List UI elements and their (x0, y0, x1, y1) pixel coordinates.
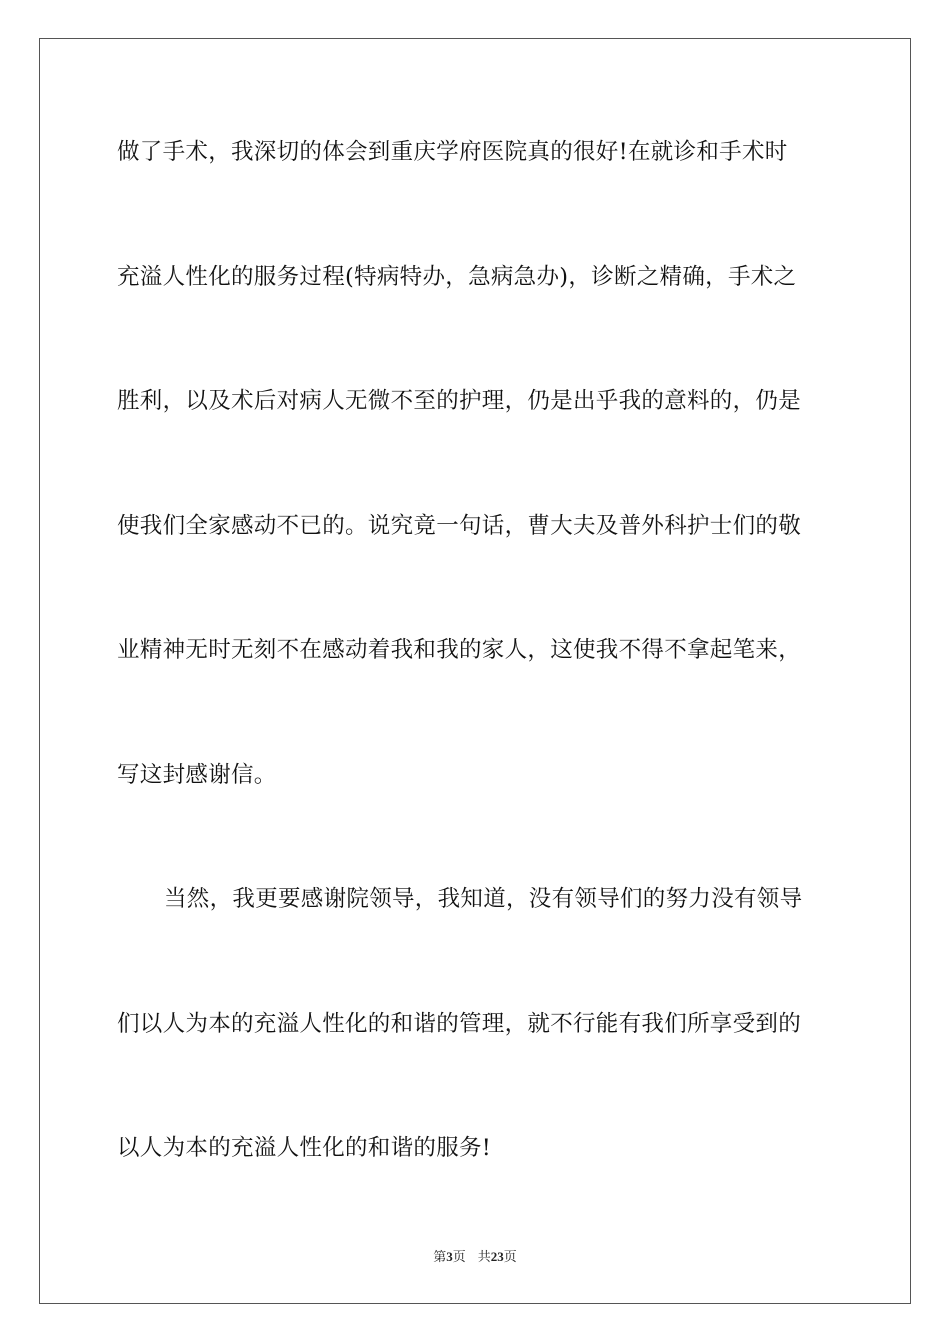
page-prefix: 第 (433, 1249, 447, 1264)
body-line-8: 们以人为本的充溢人性化的和谐的管理，就不行能有我们所享受到的 (117, 1011, 802, 1037)
total-prefix: 共 (477, 1249, 491, 1264)
body-line-4: 使我们全家感动不已的。说究竟一句话，曹大夫及普外科护士们的敬 (117, 513, 802, 539)
body-line-9: 以人为本的充溢人性化的和谐的服务! (117, 1135, 492, 1161)
total-suffix: 页 (503, 1249, 517, 1264)
page-footer (0, 1246, 950, 1265)
body-line-2: 充溢人性化的服务过程(特病特办，急病急办)，诊断之精确，手术之 (117, 264, 797, 290)
body-line-3: 胜利，以及术后对病人无微不至的护理，仍是出乎我的意料的，仍是 (117, 388, 802, 414)
total-pages: 23 (490, 1249, 504, 1264)
page-border (39, 38, 911, 1304)
page-suffix: 页 (452, 1249, 466, 1264)
page-number: 3 (446, 1249, 453, 1264)
body-line-7: 当然，我更要感谢院领导，我知道，没有领导们的努力没有领导 (164, 886, 803, 912)
body-line-6: 写这封感谢信。 (117, 762, 277, 788)
body-line-1: 做了手术，我深切的体会到重庆学府医院真的很好!在就诊和手术时 (117, 139, 788, 165)
body-line-5: 业精神无时无刻不在感动着我和我的家人，这使我不得不拿起笔来， (117, 637, 802, 663)
